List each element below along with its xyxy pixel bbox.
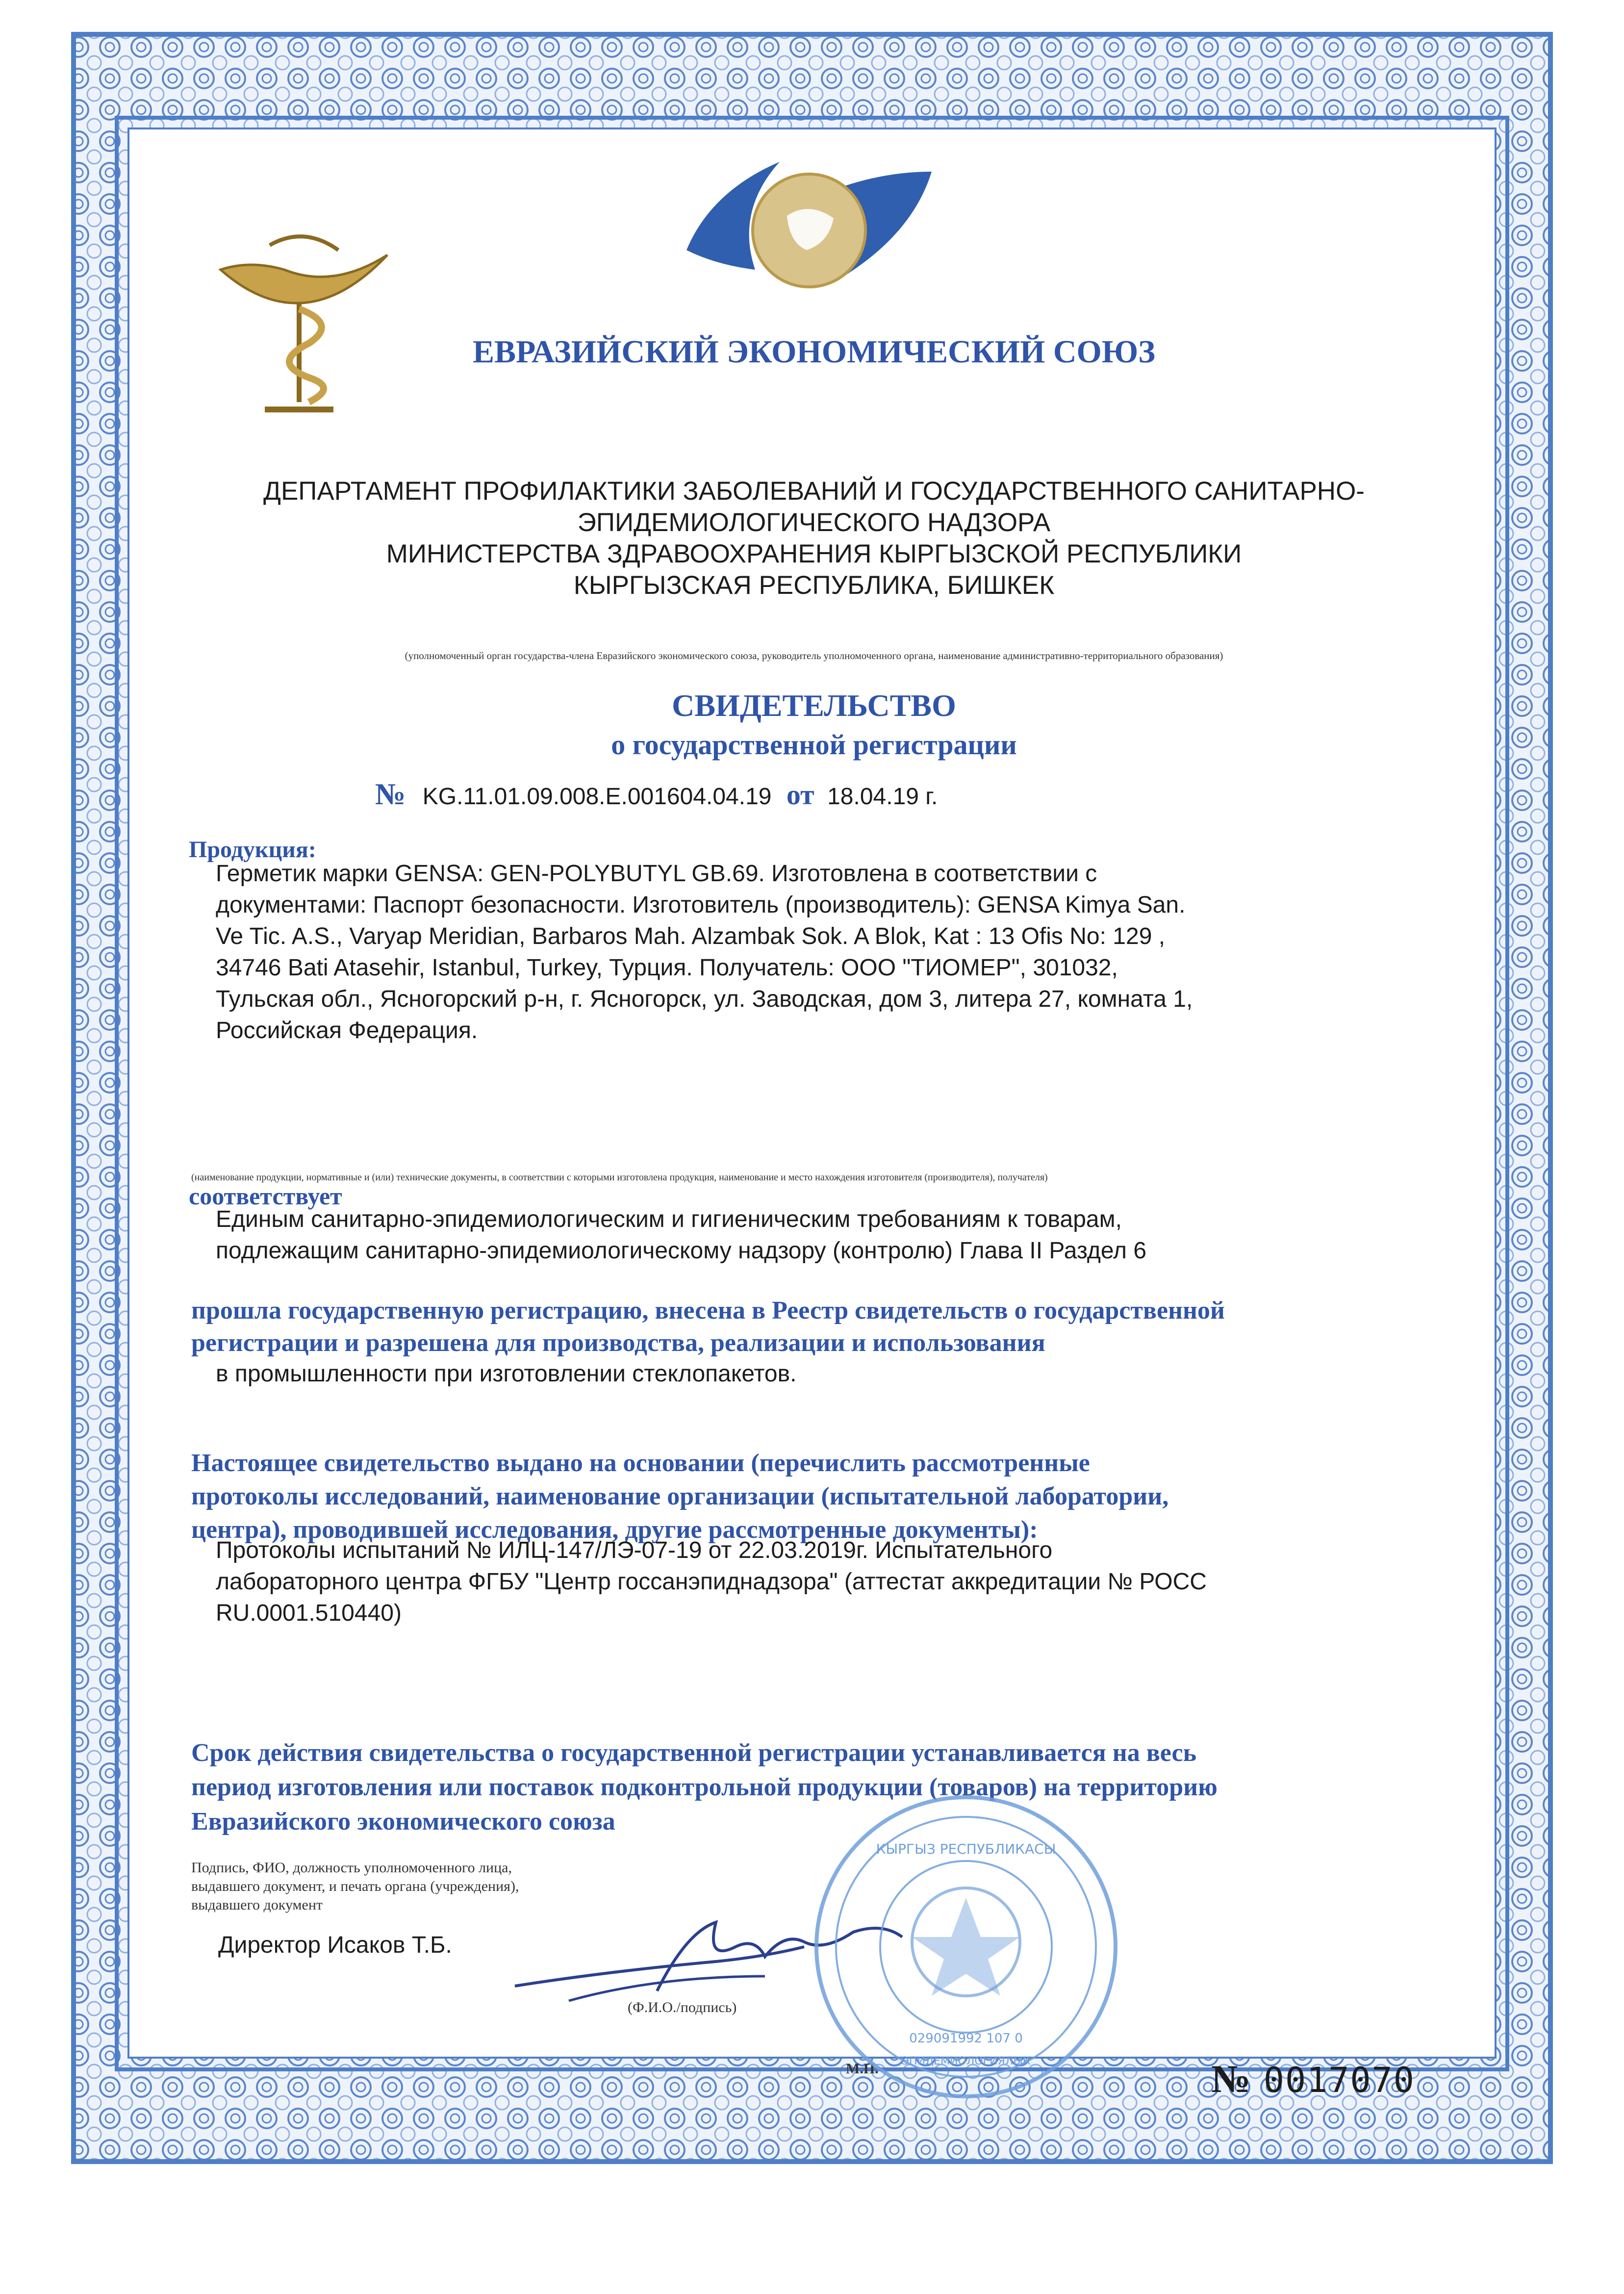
basis-details (216, 1535, 1417, 1629)
product-line: Российская Федерация. (216, 1018, 478, 1044)
product-description (216, 858, 1417, 1046)
form-number (1211, 2057, 1415, 2102)
number-label: № (375, 778, 406, 811)
validity-line: период изготовления или поставок подконтрольной продукции (товаров) на территорию (191, 1773, 1218, 1801)
signature-caption-line: выдавшего документ, и печать органа (учреждения), (191, 1878, 519, 1894)
validity-line: Евразийского экономического союза (191, 1808, 615, 1835)
signature-caption-line: выдавшего документ (191, 1897, 323, 1913)
certificate-number: KG.11.01.09.008.E.001604.04.19 (422, 784, 772, 810)
fio-caption: (Ф.И.О./подпись) (628, 1999, 737, 2015)
product-line: 34746 Bati Atasehir, Istanbul, Turkey, Турция. Получатель: ООО "ТИОМЕР", 301032, (216, 955, 1118, 981)
product-caption: (наименование продукции, нормативные и (или) технические документы, в соответствии с которыми изготовлена продукция, наименование и место нахождения изготовителя (производителя), получателя) (191, 1172, 1048, 1183)
registration-usage: в промышленности при изготовлении стеклопакетов. (216, 1361, 797, 1387)
basis-detail-line: лабораторного центра ФГБУ "Центр госсанэпиднадзора" (аттестат аккредитации № РОСС (216, 1569, 1207, 1595)
date-label: от (786, 779, 814, 811)
registration-line: прошла государственную регистрацию, внесена в Реестр свидетельств о государственной (191, 1297, 1225, 1325)
authority-caption: (уполномоченный орган государства-члена Евразийского экономического союза, руководитель уполномоченного органа, наименование административно-территориального образования) (405, 650, 1223, 662)
basis-detail-line: Протоколы испытаний № ИЛЦ-147/ЛЭ-07-19 от 22.03.2019г. Испытательного (216, 1537, 1053, 1563)
product-line: Ve Tic. A.S., Varyap Meridian, Barbaros Mah. Alzambak Sok. A Blok, Kat : 13 Ofis No: 129 , (216, 923, 1166, 949)
basis-line: протоколы исследований, наименование организации (испытательной лаборатории, (191, 1482, 1169, 1510)
conformity-line: Единым санитарно-эпидемиологическим и гигиеническим требованиям к товарам, (216, 1206, 1122, 1232)
certificate-number-row (375, 777, 1258, 816)
stamp-text-code: 029091992 107 0 (909, 2031, 1023, 2046)
official-stamp (809, 1790, 1123, 2104)
signature-caption-line: Подпись, ФИО, должность уполномоченного лица, (191, 1860, 512, 1876)
department-line: КЫРГЫЗСКАЯ РЕСПУБЛИКА, БИШКЕК (573, 571, 1055, 600)
certificate-title: СВИДЕТЕЛЬСТВО (672, 688, 956, 723)
product-line: Тульская обл., Ясногорский р-н, г. Ясногорск, ул. Заводская, дом 3, литера 27, комната 1, (216, 986, 1193, 1012)
department-block (147, 476, 1481, 601)
basis-statement (191, 1447, 1446, 1547)
product-label: Продукция: (189, 837, 316, 863)
registration-line: регистрации и разрешена для производства, реализации и использования (191, 1329, 1045, 1357)
bowl-snake-emblem (211, 216, 397, 422)
stamp-text-bottom: ЭПИДЕМИОЛОГИЯЛЫК (901, 2055, 1031, 2067)
conformity-label: соответствует (189, 1182, 342, 1210)
basis-line: Настоящее свидетельство выдано на основании (перечислить рассмотренные (191, 1449, 1090, 1477)
product-line: Герметик марки GENSA: GEN-POLYBUTYL GB.69. Изготовлена в соответствии с (216, 861, 1097, 887)
form-number-label: № (1211, 2058, 1251, 2101)
stamp-text-top: КЫРГЫЗ РЕСПУБЛИКАСЫ (876, 1841, 1056, 1857)
basis-detail-line: RU.0001.510440) (216, 1600, 402, 1626)
conformity-line: подлежащим санитарно-эпидемиологическому надзору (контролю) Глава II Раздел 6 (216, 1238, 1147, 1264)
basis-line: центра), проводившей исследования, другие рассмотренные документы): (191, 1516, 1038, 1544)
product-line: документами: Паспорт безопасности. Изготовитель (производитель): GENSA Kimya San. (216, 892, 1186, 918)
department-line: ЭПИДЕМИОЛОГИЧЕСКОГО НАДЗОРА (577, 508, 1051, 537)
validity-line: Срок действия свидетельства о государственной регистрации устанавливается на весь (191, 1739, 1197, 1767)
union-title: ЕВРАЗИЙСКИЙ ЭКОНОМИЧЕСКИЙ СОЮЗ (472, 334, 1156, 370)
seal-place: М.П. (846, 2061, 879, 2077)
certificate-subtitle: о государственной регистрации (611, 729, 1017, 761)
eaeu-emblem-icon (682, 152, 937, 294)
department-line: ДЕПАРТАМЕНТ ПРОФИЛАКТИКИ ЗАБОЛЕВАНИЙ И ГОСУДАРСТВЕННОГО САНИТАРНО- (263, 477, 1365, 506)
department-line: МИНИСТЕРСТВА ЗДРАВООХРАНЕНИЯ КЫРГЫЗСКОЙ РЕСПУБЛИКИ (386, 539, 1242, 568)
registration-statement (191, 1295, 1446, 1359)
conformity-text (216, 1204, 1417, 1267)
signer-name: Директор Исаков Т.Б. (218, 1932, 452, 1958)
certificate-date: 18.04.19 г. (827, 784, 938, 810)
form-number-value: 0017070 (1263, 2060, 1415, 2100)
